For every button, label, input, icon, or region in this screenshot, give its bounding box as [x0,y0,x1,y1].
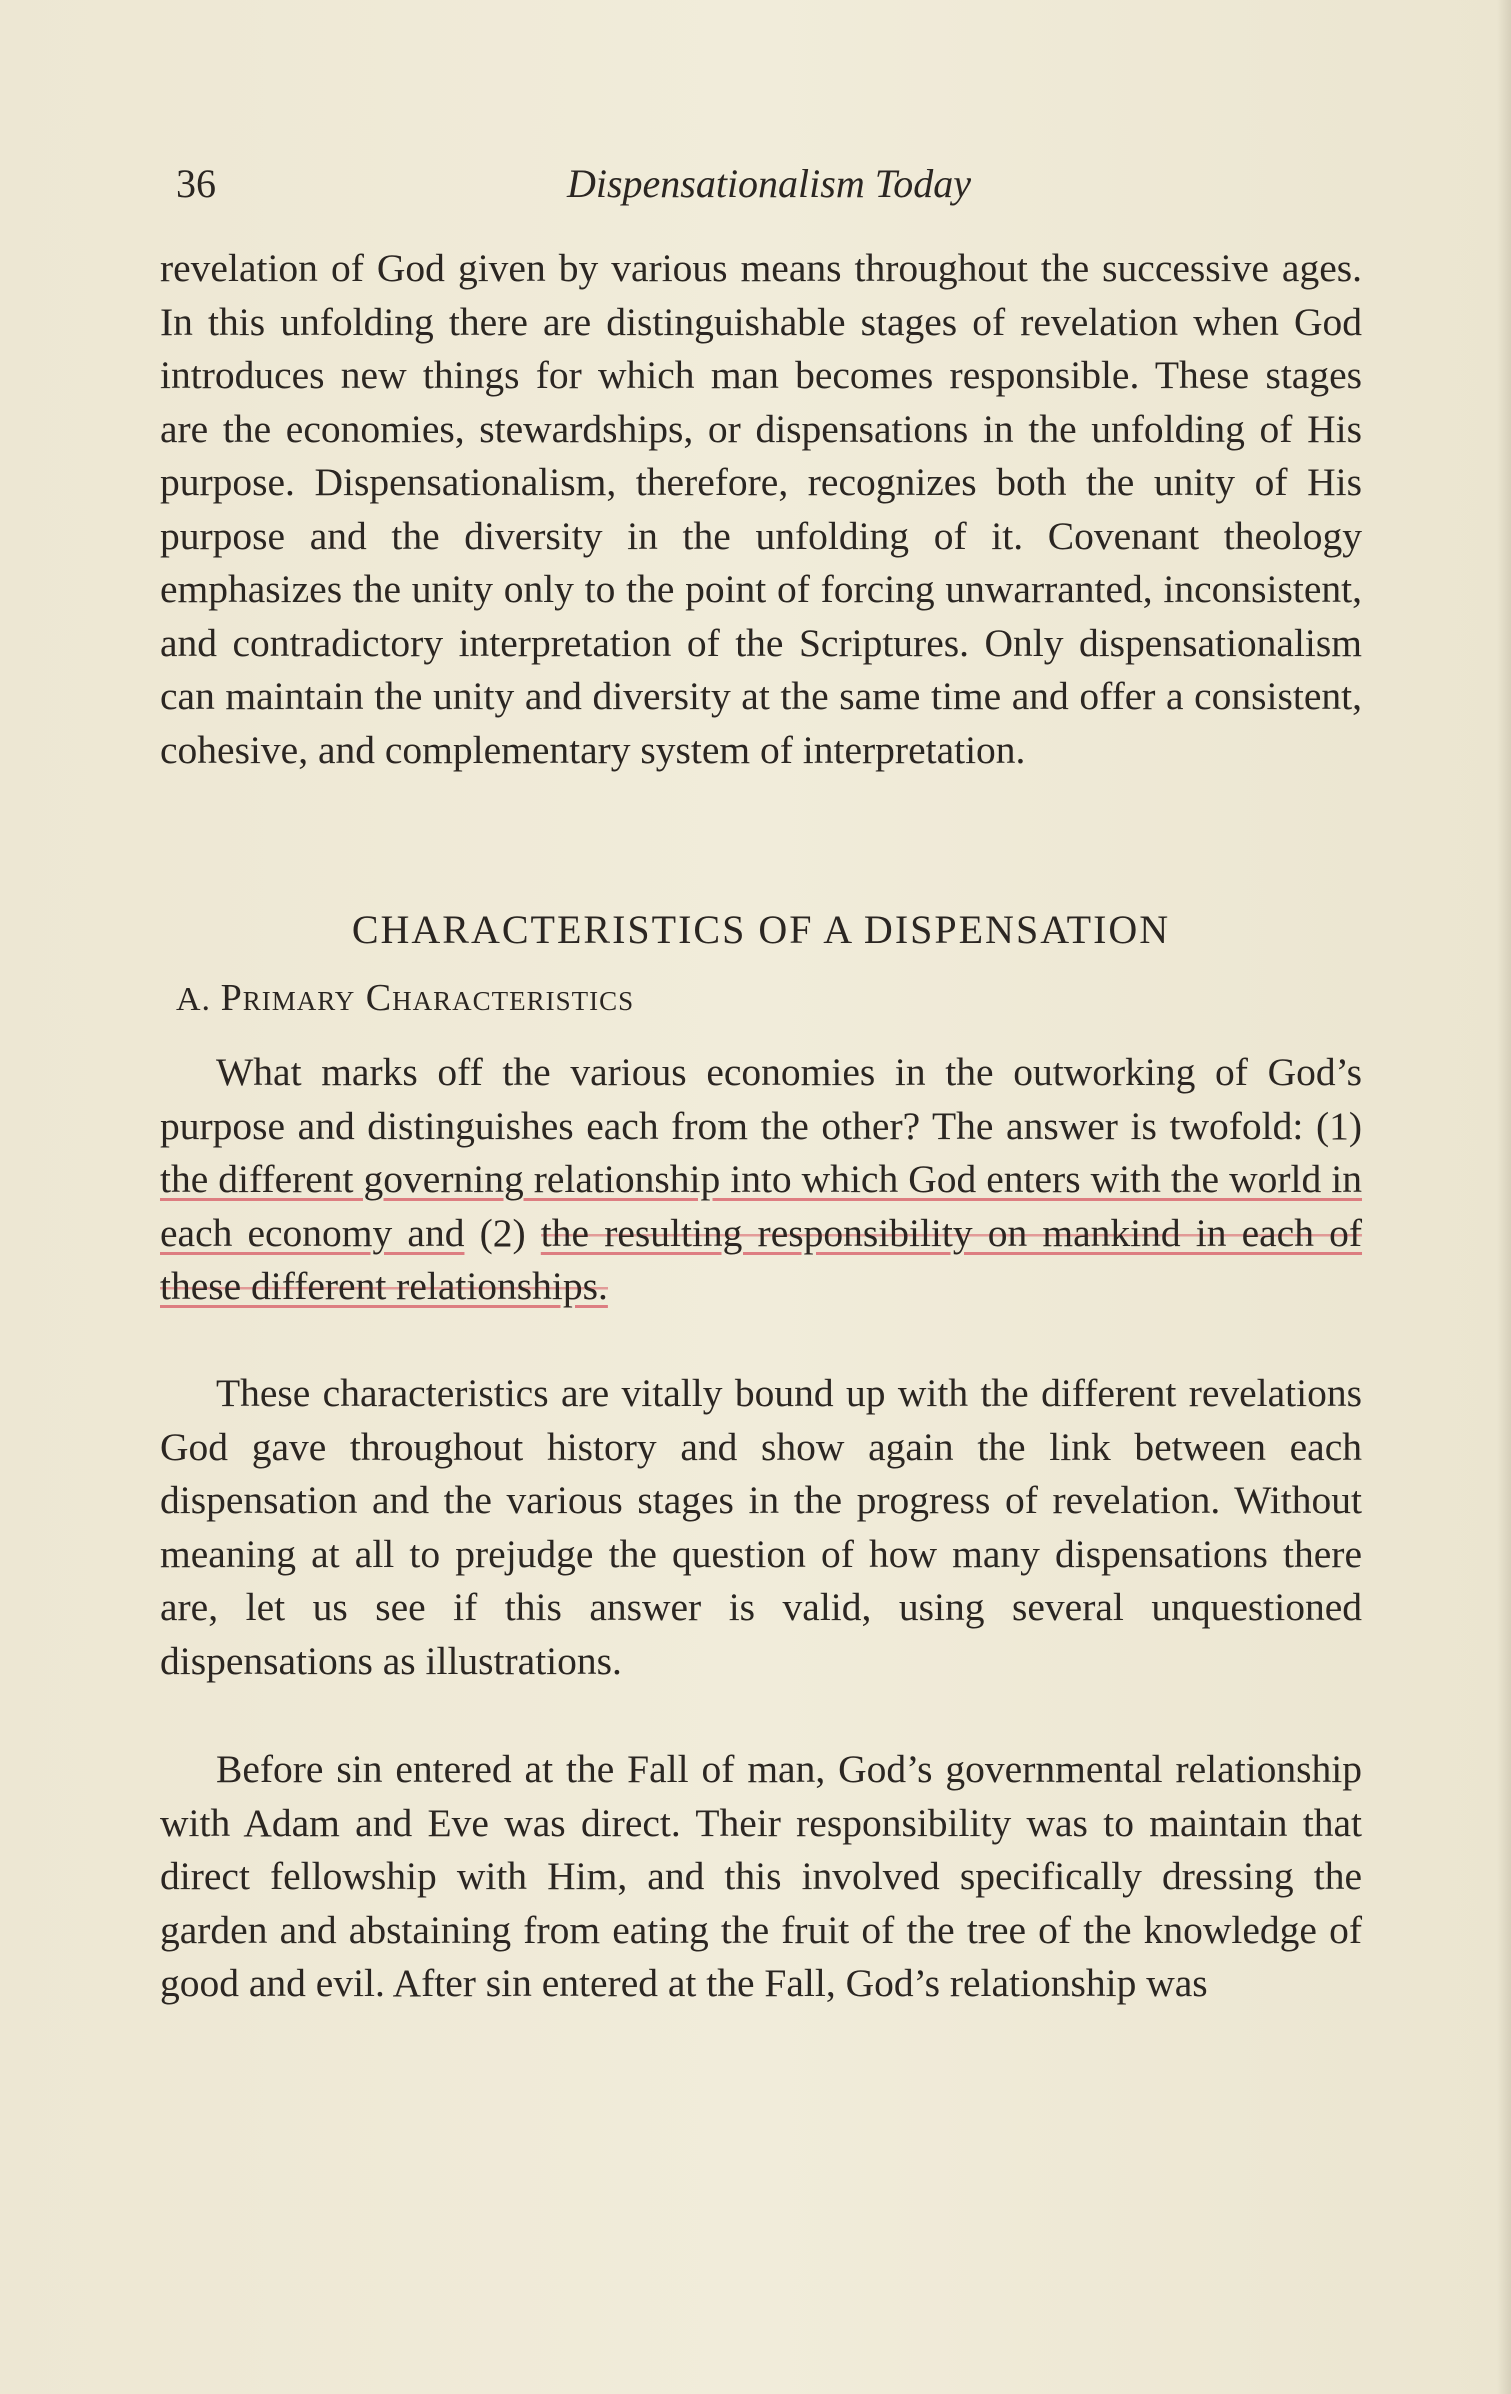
paragraph-4-text: Before sin entered at the Fall of man, God’s governmental relationship with Adam and Eve was direct. Their responsibility was to maintain that direct fellowship with Him, and this involved specifically dressing the garden and abstaining from eating the fruit of the tree of the knowledge of good and evil. After sin entered at the Fall, God’s relationship was [160,1747,1362,2005]
highlighted-phrase-1: the different governing relationship into which God enters with the world in each economy and [160,1157,1362,1255]
paragraph-2-before: What marks off the various economies in the outworking of God’s purpose and distinguishes each from the other? The answer is twofold: (1) [160,1050,1362,1148]
section-heading: CHARACTERISTICS OF A DISPENSATION [351,907,1171,952]
paragraph-3-text: These characteristics are vitally bound up with the different revelations God gave throughout history and show again the link between each dispensation and the various stages in the progress of revelation. Without meaning at all to prejudge the question of how many dispensations there are, let us see if this answer is valid, using several unquestioned dispensations as illustrations. [160,1371,1362,1683]
paragraph-2 [160,1046,1362,1314]
subheading [176,976,634,1020]
paragraph-1 [160,242,1362,777]
subheading-text: Primary Characteristics [220,977,635,1019]
paragraph-2-middle: (2) [464,1210,541,1255]
page-edge-shadow [1497,0,1511,2394]
running-head [176,160,1362,220]
highlighted-phrase-2: the resulting responsibility on mankind in each of these different relationships. [160,1210,1363,1308]
paragraph-3 [160,1367,1362,1688]
subheading-letter: A. [176,981,212,1018]
paragraph-1-text: revelation of God given by various means throughout the successive ages. In this unfolding there are distinguishable stages of revelation when God introduces new things for which man becomes responsible. These stages are the economies, stewardships, or dispensations in the unfolding of His purpose. Dispensationalism, therefore, recognizes both the unity of His purpose and the diversity in the unfolding of it. Covenant theology emphasizes the unity only to the point of forcing unwarranted, inconsistent, and contradictory interpretation of the Scriptures. Only dispensationalism can maintain the unity and diversity at the same time and offer a consistent, cohesive, and complementary system of interpretation. [160,246,1362,772]
paragraph-4 [160,1743,1362,2011]
running-title: Dispensationalism Today [566,161,972,206]
page-number: 36 [176,161,216,206]
paragraph-2-text [160,1046,1362,1314]
